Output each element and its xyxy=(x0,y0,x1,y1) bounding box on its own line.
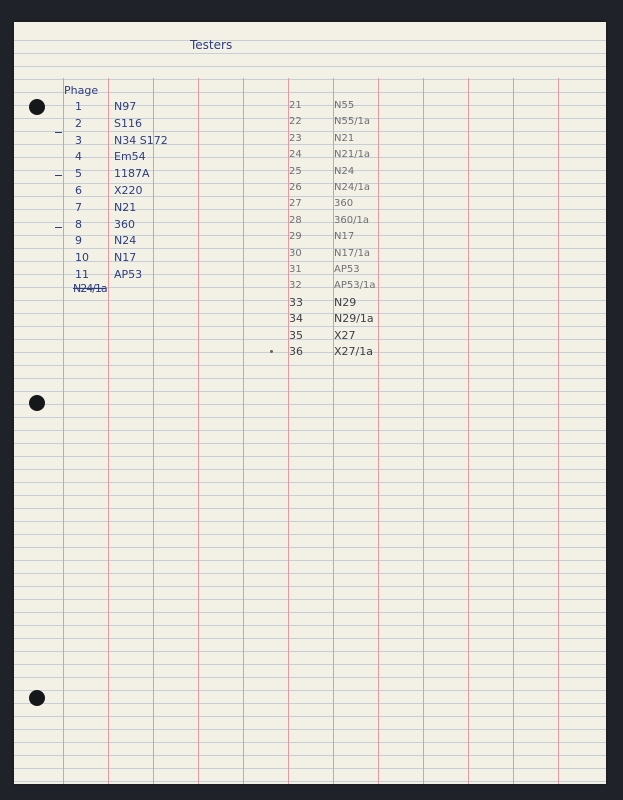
phage-code: N97 xyxy=(114,100,137,113)
row-number: 3 xyxy=(75,133,82,147)
row-number: 7 xyxy=(75,200,82,214)
phage-code: 360/1a xyxy=(334,214,369,226)
row-number: 29 xyxy=(289,231,302,243)
ruled-paper-sheet xyxy=(14,22,606,784)
phage-code: 1187A xyxy=(114,167,150,181)
phage-code: N17 xyxy=(334,231,355,243)
crossed-out-entry: N24/1a xyxy=(73,282,107,295)
column-rule xyxy=(378,78,379,784)
row-number: 25 xyxy=(289,165,302,177)
row-number: 30 xyxy=(289,247,302,259)
phage-code: N21 xyxy=(114,200,137,214)
phage-code: X27/1a xyxy=(334,345,373,358)
row-number: 23 xyxy=(289,132,302,144)
row-number: 32 xyxy=(289,280,302,292)
phage-code: S116 xyxy=(114,116,142,130)
phage-code: X220 xyxy=(114,184,143,197)
phage-code: N34 S172 xyxy=(114,133,168,147)
phage-code: N55/1a xyxy=(334,116,371,128)
page-title: Testers xyxy=(190,38,233,52)
row-number: 1 xyxy=(75,100,82,113)
phage-code: N24 xyxy=(334,165,355,177)
row-number: 8 xyxy=(75,217,82,231)
column-rule xyxy=(468,78,469,784)
row-number: 11 xyxy=(75,268,89,281)
phage-code: N55 xyxy=(334,100,355,111)
phage-code: 360 xyxy=(114,217,135,231)
column-rule xyxy=(153,78,154,784)
row-number: 21 xyxy=(289,100,302,111)
row-number: 33 xyxy=(289,295,303,309)
column-rule xyxy=(423,78,424,784)
row-number: 28 xyxy=(289,214,302,226)
row-number: 4 xyxy=(75,150,82,164)
row-number: 5 xyxy=(75,167,82,181)
phage-code: AP53/1a xyxy=(334,280,376,292)
row-number: 35 xyxy=(289,328,303,342)
margin-dash-mark xyxy=(55,132,62,133)
phage-code: N29 xyxy=(334,295,357,309)
punch-hole xyxy=(29,395,45,411)
row-number: 31 xyxy=(289,264,302,275)
row-number: 26 xyxy=(289,182,302,193)
punch-hole xyxy=(29,99,45,115)
row-number: 36 xyxy=(289,345,303,358)
column-rule xyxy=(63,78,64,784)
row-number: 22 xyxy=(289,116,302,128)
phage-code: N29/1a xyxy=(334,312,374,326)
phage-code: AP53 xyxy=(114,268,143,281)
punch-hole xyxy=(29,690,45,706)
row-number: 9 xyxy=(75,234,82,248)
pencil-dot xyxy=(270,350,273,353)
phage-code: AP53 xyxy=(334,264,360,275)
phage-code: N24 xyxy=(114,234,137,248)
column-rule xyxy=(108,78,109,784)
phage-code: N17/1a xyxy=(334,247,371,259)
row-number: 2 xyxy=(75,116,82,130)
row-number: 10 xyxy=(75,251,89,265)
margin-dash-mark xyxy=(55,227,62,228)
row-number: 34 xyxy=(289,312,303,326)
row-number: 24 xyxy=(289,149,302,161)
column-rule xyxy=(243,78,244,784)
phage-code: Em54 xyxy=(114,150,146,164)
row-number: 6 xyxy=(75,184,82,197)
margin-dash-mark xyxy=(55,175,62,176)
phage-code: N17 xyxy=(114,251,137,265)
row-number: 27 xyxy=(289,198,302,210)
column-rule xyxy=(198,78,199,784)
column-rule xyxy=(558,78,559,784)
column-header-phage: Phage xyxy=(64,84,99,97)
phage-code: 360 xyxy=(334,198,354,210)
phage-code: N24/1a xyxy=(334,182,371,193)
phage-code: N21/1a xyxy=(334,149,371,161)
phage-code: N21 xyxy=(334,132,355,144)
column-rule xyxy=(513,78,514,784)
phage-code: X27 xyxy=(334,328,356,342)
